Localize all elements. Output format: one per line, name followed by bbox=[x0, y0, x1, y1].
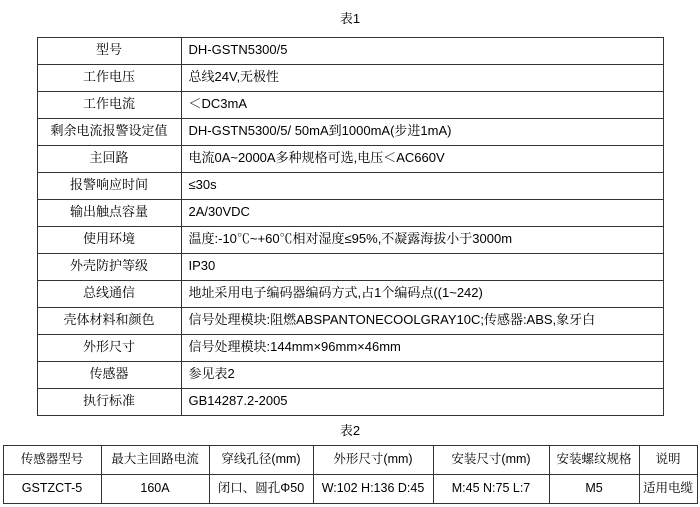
spec-label: 报警响应时间 bbox=[37, 172, 181, 199]
spec-label: 输出触点容量 bbox=[37, 199, 181, 226]
spec-label: 型号 bbox=[37, 37, 181, 64]
spec-label: 外壳防护等级 bbox=[37, 253, 181, 280]
spec-value: 总线24V,无极性 bbox=[181, 64, 663, 91]
spec-value: ＜DC3mA bbox=[181, 91, 663, 118]
column-header: 安装尺寸(mm) bbox=[433, 446, 549, 475]
table-cell: 闭口、圆孔Φ50 bbox=[209, 475, 313, 504]
column-header: 说明 bbox=[639, 446, 697, 475]
table-cell: M:45 N:75 L:7 bbox=[433, 475, 549, 504]
table-row bbox=[37, 145, 663, 172]
spec-label: 传感器 bbox=[37, 361, 181, 388]
table-row bbox=[37, 388, 663, 415]
table-row bbox=[37, 172, 663, 199]
table-row bbox=[37, 307, 663, 334]
spec-value: 温度:-10℃~+60℃相对湿度≤95%,不凝露海拔小于3000m bbox=[181, 226, 663, 253]
table-row bbox=[37, 334, 663, 361]
spec-label: 工作电流 bbox=[37, 91, 181, 118]
sensor-table bbox=[3, 445, 698, 504]
spec-label: 执行标准 bbox=[37, 388, 181, 415]
table-row bbox=[37, 226, 663, 253]
column-header: 安装螺纹规格 bbox=[549, 446, 639, 475]
table-row bbox=[37, 280, 663, 307]
column-header: 传感器型号 bbox=[3, 446, 101, 475]
table-cell: GSTZCT-5 bbox=[3, 475, 101, 504]
table1-caption: 表1 bbox=[339, 11, 361, 26]
table-row bbox=[37, 199, 663, 226]
table-row bbox=[3, 475, 697, 504]
spec-label: 总线通信 bbox=[37, 280, 181, 307]
spec-value: ≤30s bbox=[181, 172, 663, 199]
spec-label: 剩余电流报警设定值 bbox=[37, 118, 181, 145]
spec-value: IP30 bbox=[181, 253, 663, 280]
column-header: 穿线孔径(mm) bbox=[209, 446, 313, 475]
table-cell: M5 bbox=[549, 475, 639, 504]
spec-value: DH-GSTN5300/5/ 50mA到1000mA(步进1mA) bbox=[181, 118, 663, 145]
spec-value: GB14287.2-2005 bbox=[181, 388, 663, 415]
column-header: 外形尺寸(mm) bbox=[313, 446, 433, 475]
spec-label: 工作电压 bbox=[37, 64, 181, 91]
column-header: 最大主回路电流 bbox=[101, 446, 209, 475]
table-cell: 160A bbox=[101, 475, 209, 504]
table-row bbox=[37, 118, 663, 145]
table-row bbox=[37, 253, 663, 280]
table-cell: 适用电缆 bbox=[639, 475, 697, 504]
spec-label: 使用环境 bbox=[37, 226, 181, 253]
spec-value: 地址采用电子编码器编码方式,占1个编码点((1~242) bbox=[181, 280, 663, 307]
table-cell: W:102 H:136 D:45 bbox=[313, 475, 433, 504]
spec-label: 壳体材料和颜色 bbox=[37, 307, 181, 334]
spec-value: DH-GSTN5300/5 bbox=[181, 37, 663, 64]
spec-value: 电流0A~2000A多种规格可选,电压＜AC660V bbox=[181, 145, 663, 172]
table-header-row bbox=[3, 446, 697, 475]
table2-caption: 表2 bbox=[339, 422, 361, 438]
spec-value: 信号处理模块:144mm×96mm×46mm bbox=[181, 334, 663, 361]
table-row bbox=[37, 91, 663, 118]
spec-label: 外形尺寸 bbox=[37, 334, 181, 361]
spec-label: 主回路 bbox=[37, 145, 181, 172]
spec-value: 2A/30VDC bbox=[181, 199, 663, 226]
spec-value: 信号处理模块:阻燃ABSPANTONECOOLGRAY10C;传感器:ABS,象牙白 bbox=[181, 307, 663, 334]
table-row bbox=[37, 361, 663, 388]
specification-table bbox=[37, 37, 664, 416]
spec-value: 参见表2 bbox=[181, 361, 663, 388]
table-row bbox=[37, 64, 663, 91]
table-row bbox=[37, 37, 663, 64]
